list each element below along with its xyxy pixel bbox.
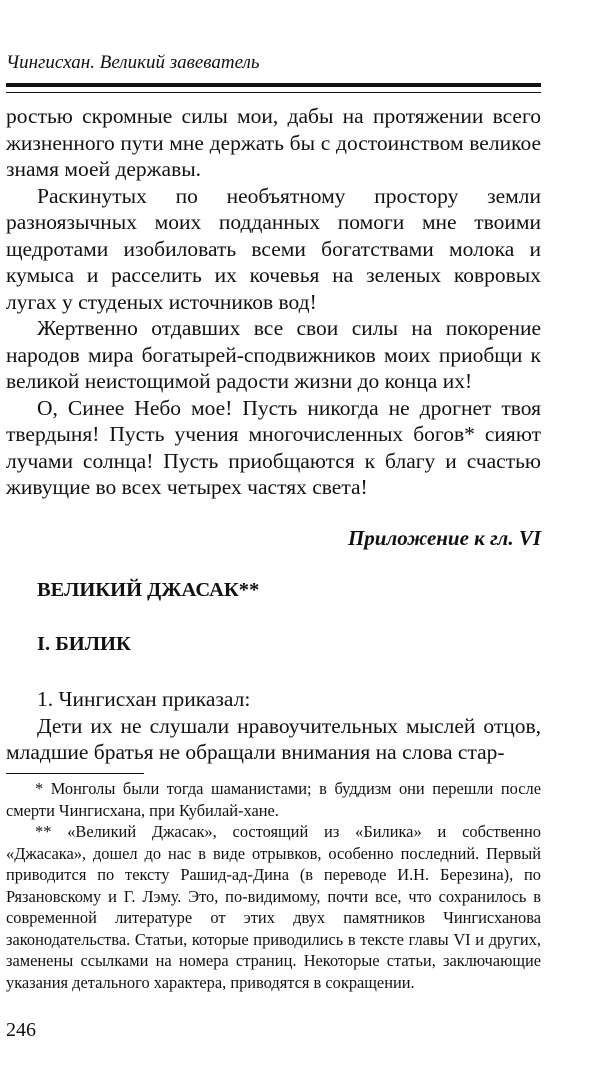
paragraph: Жертвенно отдавших все свои силы на покорение народов мира богатырей-сподвижников моих приобщи к великой неистощимой радости жизни до конца их! <box>6 316 541 393</box>
footnotes <box>6 778 541 993</box>
appendix-label: Приложение к гл. VI <box>347 526 541 550</box>
header-rule-thick <box>6 83 541 87</box>
paragraph: О, Синее Небо мое! Пусть никогда не дрогнет твоя твердыня! Пусть учения многочисленных богов* сияют лучами солнца! Пусть приобщаются к благу и счастью живущие во всех четырех частях света! <box>6 395 541 499</box>
paragraph: Раскинутых по необъятному простору земли разноязычных моих подданных помоги мне твоими щедротами изобиловать всеми богатствами молока и кумыса и расселить их кочевья на зеленых ковровых лугах у студеных источников вод! <box>6 183 541 314</box>
paragraph: ростью скромные силы мои, дабы на протяжении всего жизненного пути мне держать бы с достоинством великое знамя моей державы. <box>6 104 541 181</box>
footnote: * Монголы были тогда шаманистами; в буддизм они перешли после смерти Чингисхана, при Кубилай-хане. <box>6 779 541 820</box>
main-text <box>6 103 541 501</box>
running-head: Чингисхан. Великий завеватель <box>6 52 260 73</box>
paragraph: 1. Чингисхан приказал: <box>37 687 251 711</box>
header-rule-thin <box>6 92 541 93</box>
page-number: 246 <box>6 1019 36 1041</box>
subsection-heading: I. БИЛИК <box>37 633 131 655</box>
section-heading: ВЕЛИКИЙ ДЖАСАК** <box>37 579 260 601</box>
footnote-rule <box>6 773 144 774</box>
paragraph: Дети их не слушали нравоучительных мыслей отцов, младшие братья не обращали внимания на слова стар- <box>6 713 541 764</box>
footnote: ** «Великий Джасак», состоящий из «Билика» и собственно «Джасака», дошел до нас в виде отрывков, особенно последний. Первый приводится по тексту Рашид-ад-Дина (в переводе И.Н. Березина), по Рязановскому и Г. Лэму. Это, по-видимому, почти все, что сохранилось в современной литературе от этих двух памятников Чингисханова законодательства. Статьи, которые приводились в тексте главы VI и других, заменены ссылками на номера страниц. Некоторые статьи, заключающие указания детального характера, приводятся в сокращении. <box>6 822 541 992</box>
bilik-text <box>6 686 541 766</box>
